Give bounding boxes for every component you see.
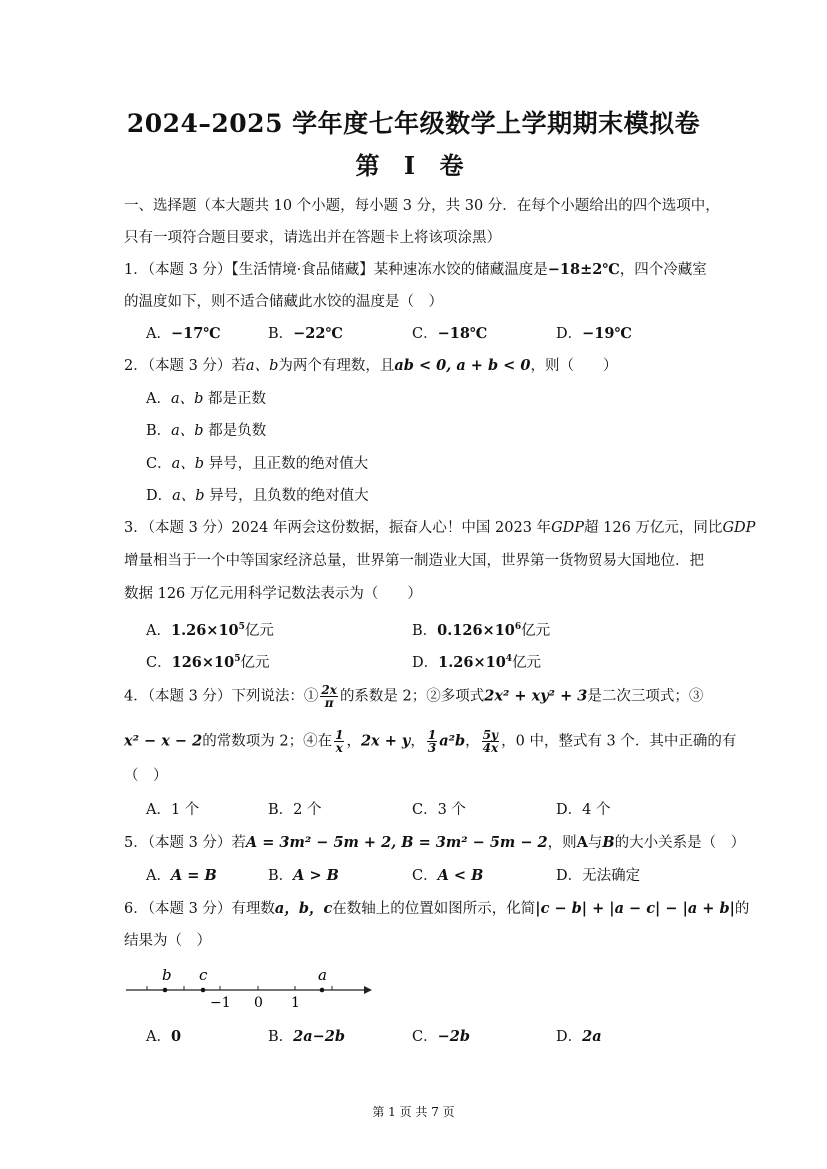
question-4-stem: 4．（本题 3 分）下列说法：① $\frac{2x}{\pi}$ 的系数是 2；②多项式2x² + xy² + 3是二次三项式；③ bbox=[124, 683, 704, 710]
q3-option-c[interactable]: C．$126\times 10^5$亿元 bbox=[146, 653, 270, 671]
number-line-arrow bbox=[364, 986, 372, 994]
q6-option-a[interactable]: A．0 bbox=[146, 1028, 182, 1045]
point-c-label: c bbox=[199, 966, 208, 984]
q5-option-d[interactable]: D．无法确定 bbox=[556, 868, 641, 884]
fraction-5y-over-4x: $\frac{5y}{4x}$ bbox=[482, 728, 499, 755]
q3-option-a[interactable]: A．$1.26\times 10^5$亿元 bbox=[146, 621, 274, 639]
q2-option-a[interactable]: A．a、b 都是正数 bbox=[146, 391, 267, 407]
fraction-1-over-3: $\frac{1}{3}$ bbox=[427, 728, 437, 755]
question-4-stem-line2: x² − x − 2的常数项为 2；④在 $\frac{1}{x}$ ，2x + y， $\frac{1}{3}$ a²b， $\frac{5y}{4x}$ ，0 中，整式有 3 个．其中正确的有 bbox=[124, 728, 737, 755]
question-2-stem: 2．（本题 3 分）若a、b为两个有理数，且ab < 0, a + b < 0，则（ ） bbox=[124, 357, 618, 374]
question-1-stem: 1．（本题 3 分）【生活情境·食品储藏】某种速冻水饺的储藏温度是−18±2℃，四个冷藏室 bbox=[124, 261, 707, 278]
question-3-stem-line2: 增量相当于一个中等国家经济总量，世界第一制造业大国，世界第一货物贸易大国地位．把 bbox=[124, 553, 704, 569]
tick-label-1: 1 bbox=[291, 995, 300, 1010]
q2-option-b[interactable]: B．a、b 都是负数 bbox=[146, 423, 267, 439]
q5-option-c[interactable]: C．A < B bbox=[412, 867, 484, 884]
point-c bbox=[201, 988, 206, 993]
section-intro-line2: 只有一项符合题目要求，请选出并在答题卡上将该项涂黑） bbox=[124, 230, 501, 246]
q5-option-a[interactable]: A．A = B bbox=[146, 867, 217, 884]
point-b-label: b bbox=[162, 966, 172, 984]
question-5-stem: 5．（本题 3 分）若A = 3m² − 5m + 2, B = 3m² − 5m − 2，则A与B的大小关系是（ ） bbox=[124, 834, 746, 851]
q4-option-c[interactable]: C．3 个 bbox=[412, 802, 466, 818]
q1-option-d[interactable]: D．−19℃ bbox=[556, 325, 632, 342]
q1-option-a[interactable]: A．−17℃ bbox=[146, 325, 221, 342]
page-footer: 第 1 页 共 7 页 bbox=[372, 1105, 455, 1119]
question-3-stem: 3．（本题 3 分）2024 年两会这份数据，振奋人心！中国 2023 年GDP超 126 万亿元，同比GDP bbox=[124, 520, 756, 536]
point-b bbox=[163, 988, 168, 993]
q3-option-b[interactable]: B．$0.126\times 10^6$亿元 bbox=[412, 621, 551, 639]
q1-option-c[interactable]: C．−18℃ bbox=[412, 325, 488, 342]
question-4-stem-line3: （ ） bbox=[124, 768, 168, 784]
tick-label-minus-1: −1 bbox=[210, 995, 231, 1010]
q4-option-d[interactable]: D．4 个 bbox=[556, 802, 611, 818]
section-intro-line1: 一、选择题（本大题共 10 个小题，每小题 3 分，共 30 分．在每个小题给出的四个选项中， bbox=[124, 198, 720, 214]
point-a-label: a bbox=[318, 966, 327, 984]
number-line-figure bbox=[120, 960, 380, 1010]
q6-option-c[interactable]: C．−2b bbox=[412, 1028, 470, 1045]
question-3-stem-line3: 数据 126 万亿元用科学记数法表示为（ ） bbox=[124, 586, 422, 602]
page-title: 2024–2025 学年度七年级数学上学期期末模拟卷 bbox=[126, 109, 701, 138]
page-subtitle: 第 Ⅰ 卷 bbox=[355, 151, 472, 180]
question-6-stem-line2: 结果为（ ） bbox=[124, 933, 211, 949]
q1-option-b[interactable]: B．−22℃ bbox=[268, 325, 343, 342]
fraction-2x-over-pi: $\frac{2x}{\pi}$ bbox=[321, 683, 337, 710]
q4-option-a[interactable]: A．1 个 bbox=[146, 802, 200, 818]
q3-option-d[interactable]: D．$1.26\times 10^4$亿元 bbox=[412, 653, 542, 671]
point-a bbox=[320, 988, 325, 993]
q6-option-d[interactable]: D．2a bbox=[556, 1028, 602, 1045]
fraction-1-over-x: $\frac{1}{x}$ bbox=[335, 728, 344, 755]
tick-label-0: 0 bbox=[254, 995, 263, 1010]
q2-option-c[interactable]: C．a、b 异号，且正数的绝对值大 bbox=[146, 456, 369, 472]
q4-option-b[interactable]: B．2 个 bbox=[268, 802, 322, 818]
question-1-stem-line2: 的温度如下，则不适合储藏此水饺的温度是（ ） bbox=[124, 294, 443, 310]
question-6-stem: 6．（本题 3 分）有理数a，b，c在数轴上的位置如图所示，化简|c − b| + |a − c| − |a + b|的 bbox=[124, 900, 750, 917]
q6-option-b[interactable]: B．2a−2b bbox=[268, 1028, 346, 1045]
q2-option-d[interactable]: D．a、b 异号，且负数的绝对值大 bbox=[146, 488, 369, 504]
q5-option-b[interactable]: B．A > B bbox=[268, 867, 339, 884]
